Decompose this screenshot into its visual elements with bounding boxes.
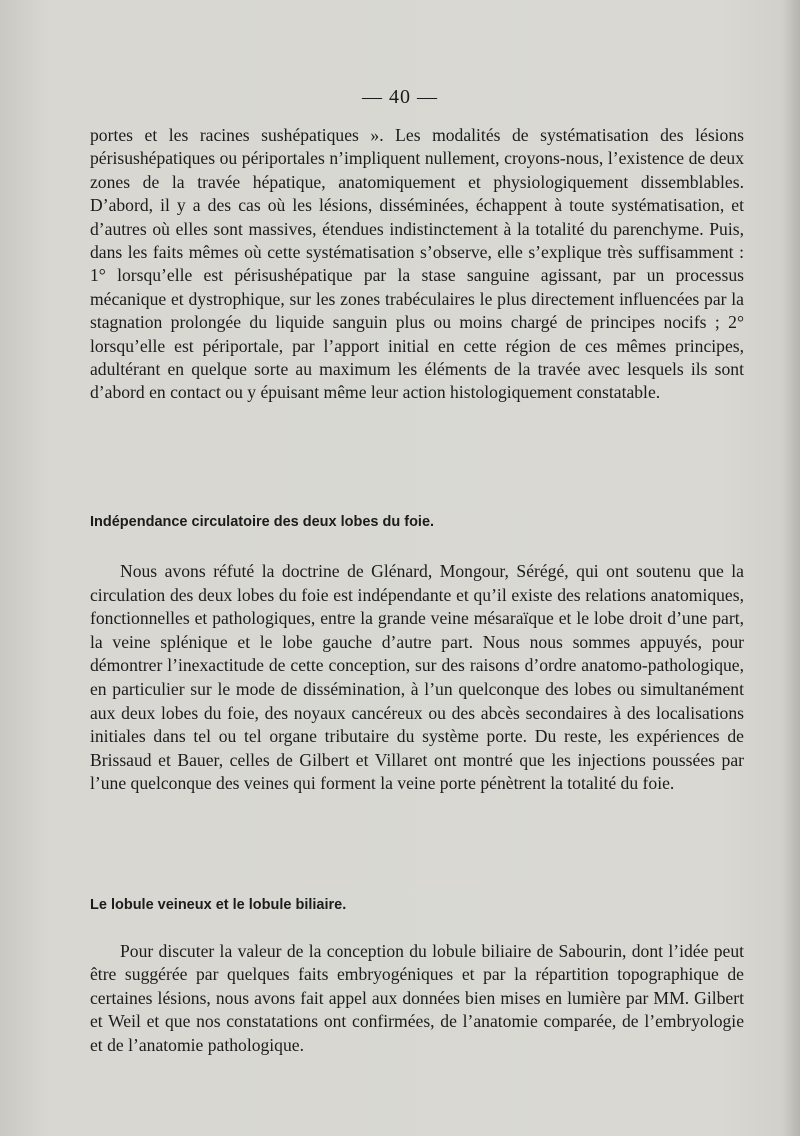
page-number: — 40 — [362,86,438,108]
section-heading-independance: Indépendance circulatoire des deux lobes du foie. [90,514,435,530]
page-edge-shadow [782,0,800,1136]
paragraph-systematisation: portes et les racines sushépatiques ». Les modalités de systématisation des lésions périsushépatiques ou périportales n’impliquent nullement, croyons-nous, l’existence de deux zones de la travée hépatique, anatomiquement et physiologiquement dissemblables. D’abord, il y a des cas où les lésions, disséminées, échappent à toute systématisation, et d’autres où elles sont massives, étendues indistinctement à la totalité du parenchyme. Puis, dans les faits mêmes où cette systématisation s’observe, elle s’explique très suffisamment : 1° lorsqu’elle est périsushépatique par la stase sanguine agissant, par un processus mécanique et dystrophique, sur les zones trabéculaires le plus directement influencées par la stagnation prolongée du liquide sanguin plus ou moins chargé de principes nocifs ; 2° lorsqu’elle est périportale, par l’apport initial en cette région de ces mêmes principes, adultérant en quelque sorte au maximum les éléments de la travée avec lesquels ils sont d’abord en contact ou y épuisant même leur action histologiquement constatable. [90,125,744,403]
section-heading-lobule: Le lobule veineux et le lobule biliaire. [90,897,347,913]
paragraph-circulation-lobes: Nous avons réfuté la doctrine de Glénard, Mongour, Sérégé, qui ont soutenu que la circulation des deux lobes du foie est indépendante et qu’il existe des relations anatomiques, fonctionnelles et pathologiques, entre la grande veine mésaraïque et le lobe droit d’une part, la veine splénique et le lobe gauche d’autre part. Nous nous sommes appuyés, pour démontrer l’inexactitude de cette conception, sur des raisons d’ordre anatomo-pathologique, en particulier sur le mode de dissémination, à l’un quelconque des lobes ou simultanément aux deux lobes du foie, des noyaux cancéreux ou des abcès secondaires à des localisations initiales dans tel ou tel organe tributaire du système porte. Du reste, les expériences de Brissaud et Bauer, celles de Gilbert et Villaret ont montré que les injections poussées par l’une quelconque des veines qui forment la veine porte pénètrent la totalité du foie. [90,561,744,794]
paragraph-lobule-biliaire: Pour discuter la valeur de la conception du lobule biliaire de Sabourin, dont l’idée peut être suggérée par quelques faits embryogéniques et par la répartition topographique de certaines lésions, nous avons fait appel aux données bien mises en lumière par MM. Gilbert et Weil et que nos constatations ont confirmées, de l’anatomie comparée, de l’embryologie et de l’anatomie pathologique. [90,941,744,1055]
